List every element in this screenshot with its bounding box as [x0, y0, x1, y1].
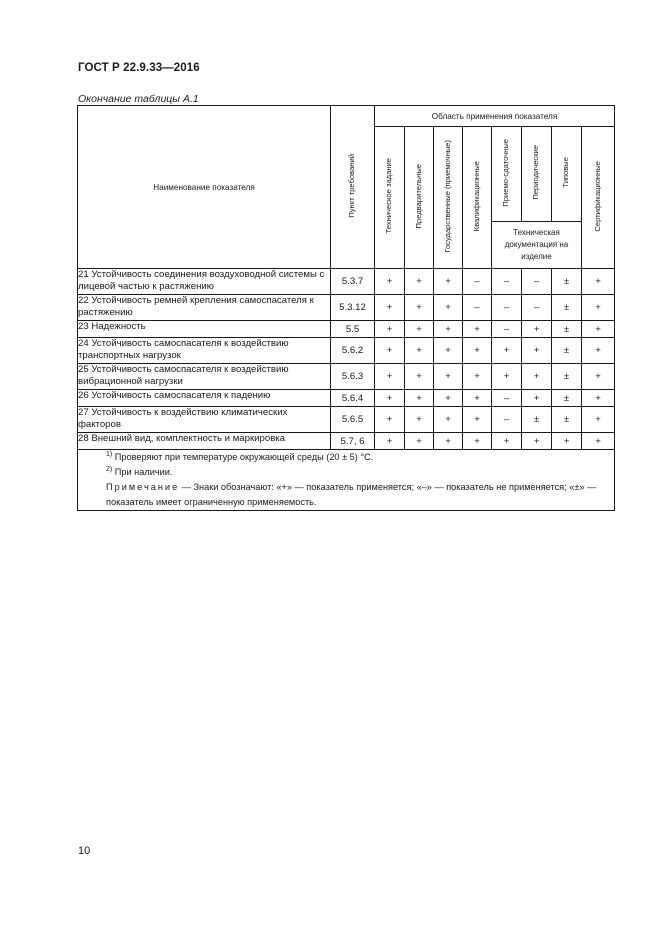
applicability-mark: ± — [552, 269, 582, 295]
applicability-mark: + — [582, 407, 615, 433]
applicability-mark: ± — [552, 295, 582, 321]
applicability-mark: + — [522, 364, 552, 390]
header-stage: Типовые — [552, 127, 582, 222]
table-row — [78, 390, 615, 407]
clause-number: 5.6.4 — [331, 390, 375, 407]
applicability-mark: + — [375, 295, 405, 321]
table-row — [78, 433, 615, 450]
applicability-mark: + — [582, 321, 615, 338]
applicability-mark: – — [492, 295, 522, 321]
applicability-mark: – — [522, 295, 552, 321]
header-application-area: Область применения показателя — [375, 106, 615, 127]
applicability-mark: – — [492, 269, 522, 295]
header-indicator-name: Наименование показателя — [78, 106, 331, 269]
applicability-mark: + — [463, 364, 492, 390]
applicability-mark: – — [492, 321, 522, 338]
applicability-mark: + — [463, 338, 492, 364]
indicator-name: 21 Устойчивость соединения воздуховодной системы с лицевой частью к растяжению — [78, 269, 331, 295]
header-clause: Пункт требований — [331, 106, 375, 269]
applicability-mark: + — [375, 338, 405, 364]
applicability-mark: + — [463, 407, 492, 433]
table-caption: Окончание таблицы А.1 — [78, 93, 199, 105]
applicability-mark: + — [375, 321, 405, 338]
applicability-mark: + — [463, 390, 492, 407]
indicator-name: 27 Устойчивость к воздействию климатических факторов — [78, 407, 331, 433]
applicability-mark: + — [582, 390, 615, 407]
applicability-mark: + — [434, 407, 463, 433]
applicability-mark: + — [582, 433, 615, 450]
applicability-mark: + — [405, 364, 434, 390]
applicability-mark: + — [375, 433, 405, 450]
applicability-mark: + — [434, 321, 463, 338]
applicability-mark: ± — [552, 321, 582, 338]
table-body — [78, 269, 615, 450]
clause-number: 5.3.7 — [331, 269, 375, 295]
applicability-mark: + — [582, 269, 615, 295]
footnote: $^{2)}$ При наличии. — [106, 466, 173, 477]
table-row — [78, 295, 615, 321]
applicability-mark: + — [434, 390, 463, 407]
applicability-mark: + — [463, 433, 492, 450]
clause-number: 5.7, 6 — [331, 433, 375, 450]
indicator-name: 26 Устойчивость самоспасателя к падению — [78, 390, 331, 407]
applicability-mark: + — [434, 364, 463, 390]
applicability-mark: + — [582, 364, 615, 390]
applicability-mark: + — [405, 390, 434, 407]
standard-designation: ГОСТ Р 22.9.33—2016 — [78, 62, 200, 74]
header-stage: Квалификационные — [463, 127, 492, 269]
applicability-mark: ± — [552, 338, 582, 364]
table-row — [78, 364, 615, 390]
applicability-mark: + — [434, 338, 463, 364]
applicability-mark: + — [434, 295, 463, 321]
header-stage: Сертификационные — [582, 127, 615, 269]
table-row — [78, 338, 615, 364]
applicability-table — [77, 105, 615, 511]
applicability-mark: + — [405, 295, 434, 321]
footnote: $^{1)}$ Проверяют при температуре окружающей среды (20 ± 5) °С. — [106, 451, 374, 462]
note: Примечание — Знаки обозначают: «+» — показатель применяется; «–» — показатель не применяется; «±» — показатель имеет ограниченную применяемость. — [106, 482, 597, 507]
clause-number: 5.6.5 — [331, 407, 375, 433]
indicator-name: 22 Устойчивость ремней крепления самоспасателя к растяжению — [78, 295, 331, 321]
applicability-mark: + — [522, 390, 552, 407]
indicator-name: 28 Внешний вид, комплектность и маркировка — [78, 433, 331, 450]
applicability-mark: – — [463, 269, 492, 295]
applicability-mark: + — [405, 433, 434, 450]
header-stage: Государственные (приемочные) — [434, 127, 463, 269]
clause-number: 5.6.3 — [331, 364, 375, 390]
applicability-mark: + — [375, 407, 405, 433]
table-row — [78, 321, 615, 338]
applicability-mark: + — [492, 364, 522, 390]
header-stage: Техническое задание — [375, 127, 405, 269]
applicability-mark: + — [463, 321, 492, 338]
applicability-mark: – — [492, 390, 522, 407]
applicability-mark: + — [582, 295, 615, 321]
indicator-name: 23 Надежность — [78, 321, 331, 338]
clause-number: 5.6.2 — [331, 338, 375, 364]
applicability-mark: + — [405, 269, 434, 295]
page-number: 10 — [78, 845, 91, 857]
header-stage: Периодические — [522, 127, 552, 222]
applicability-mark: – — [522, 269, 552, 295]
clause-number: 5.3.12 — [331, 295, 375, 321]
applicability-mark: + — [405, 321, 434, 338]
applicability-mark: + — [434, 269, 463, 295]
header-stage: Приемо-сдаточные — [492, 127, 522, 222]
applicability-mark: + — [522, 338, 552, 364]
table-notes — [78, 450, 615, 511]
header-stage: Предварительные — [405, 127, 434, 269]
applicability-mark: + — [522, 433, 552, 450]
table-row — [78, 269, 615, 295]
indicator-name: 25 Устойчивость самоспасателя к воздействию вибрационной нагрузки — [78, 364, 331, 390]
applicability-mark: ± — [552, 364, 582, 390]
applicability-mark: + — [434, 433, 463, 450]
applicability-mark: + — [405, 407, 434, 433]
applicability-mark: + — [405, 338, 434, 364]
applicability-mark: – — [463, 295, 492, 321]
applicability-mark: + — [375, 390, 405, 407]
applicability-mark: ± — [552, 407, 582, 433]
header-technical-documentation: Техническая документация на изделие — [492, 222, 582, 269]
applicability-mark: ± — [522, 407, 552, 433]
applicability-mark: + — [375, 269, 405, 295]
applicability-mark: – — [492, 407, 522, 433]
applicability-mark: + — [522, 321, 552, 338]
clause-number: 5.5 — [331, 321, 375, 338]
applicability-mark: + — [492, 433, 522, 450]
applicability-mark: + — [582, 338, 615, 364]
indicator-name: 24 Устойчивость самоспасателя к воздействию транспортных нагрузок — [78, 338, 331, 364]
applicability-mark: + — [375, 364, 405, 390]
applicability-mark: ± — [552, 390, 582, 407]
applicability-mark: + — [552, 433, 582, 450]
table-row — [78, 407, 615, 433]
applicability-mark: + — [492, 338, 522, 364]
